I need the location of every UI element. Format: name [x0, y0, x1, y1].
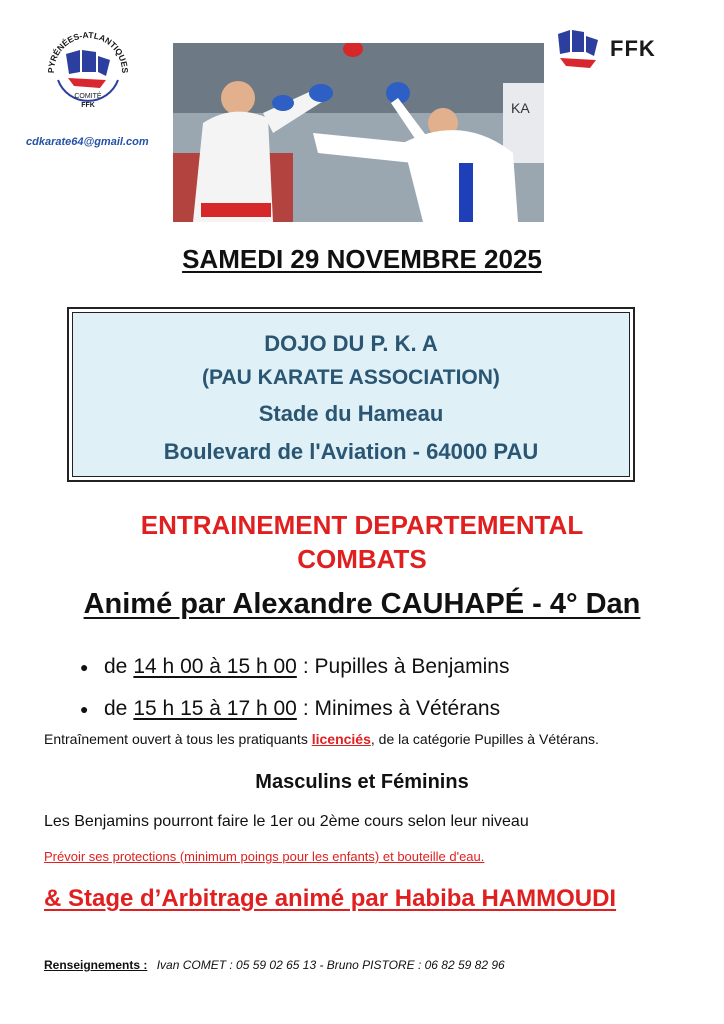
session-list: [80, 646, 509, 730]
info-text-before: Entraînement ouvert à tous les pratiquants: [44, 731, 312, 747]
info-text-after: , de la catégorie Pupilles à Vétérans.: [370, 731, 599, 747]
photo-sign-text: KA: [511, 100, 530, 116]
venue-line-4: Boulevard de l'Aviation - 64000 PAU: [163, 439, 539, 464]
levels-note: Les Benjamins pourront faire le 1er ou 2ème cours selon leur niveau: [44, 813, 529, 830]
contact-label: Renseignements :: [44, 958, 148, 972]
coach-line: Animé par Alexandre CAUHAPÉ - 4° Dan: [83, 588, 641, 620]
contact-info: [44, 958, 505, 972]
contact-email[interactable]: cdkarate64@gmail.com: [26, 136, 149, 148]
venue-panel: [72, 312, 630, 477]
venue-line-2: (PAU KARATE ASSOCIATION): [202, 366, 500, 389]
session-item: [80, 688, 509, 730]
bullet-icon: ●: [80, 701, 89, 717]
protection-note: Prévoir ses protections (minimum poings pour les enfants) et bouteille d'eau.: [44, 849, 485, 864]
event-title: [0, 508, 724, 576]
venue-line-3: Stade du Hameau: [258, 401, 444, 426]
ffk-fist-icon: [556, 28, 604, 70]
refereeing-stage: & Stage d’Arbitrage animé par Habiba HAMMOUDI: [44, 885, 617, 912]
venue-line-1: DOJO DU P. K. A: [264, 331, 438, 356]
session-time: 14 h 00 à 15 h 00: [133, 655, 297, 678]
event-title-line-1: ENTRAINEMENT DEPARTEMENTAL: [140, 510, 584, 540]
bullet-icon: ●: [80, 659, 89, 675]
session-prefix: de: [104, 655, 128, 678]
session-time: 15 h 15 à 17 h 00: [133, 697, 297, 720]
event-date: SAMEDI 29 NOVEMBRE 2025: [182, 244, 542, 274]
logo-ffk-label: FFK: [81, 102, 95, 109]
session-item: [80, 646, 509, 688]
venue-box: [67, 307, 635, 482]
logo-comite-label: COMITÉ: [74, 93, 102, 100]
session-prefix: de: [104, 697, 128, 720]
session-group: : Minimes à Vétérans: [302, 697, 501, 720]
logo-arc-text: PYRÉNÉES-ATLANTIQUES: [45, 29, 131, 74]
committee-logo: [40, 20, 136, 116]
info-highlight: licenciés: [311, 731, 371, 747]
gender-line: Masculins et Féminins: [255, 771, 469, 793]
eligibility-note: [44, 731, 684, 748]
ffk-logo: [556, 26, 674, 72]
karate-photo: [173, 43, 544, 222]
contact-value: Ivan COMET : 05 59 02 65 13 - Bruno PISTORE : 06 82 59 82 96: [156, 958, 505, 972]
ffk-logo-text: FFK: [610, 36, 656, 61]
session-group: : Pupilles à Benjamins: [302, 655, 510, 678]
event-title-line-2: COMBATS: [297, 544, 427, 574]
